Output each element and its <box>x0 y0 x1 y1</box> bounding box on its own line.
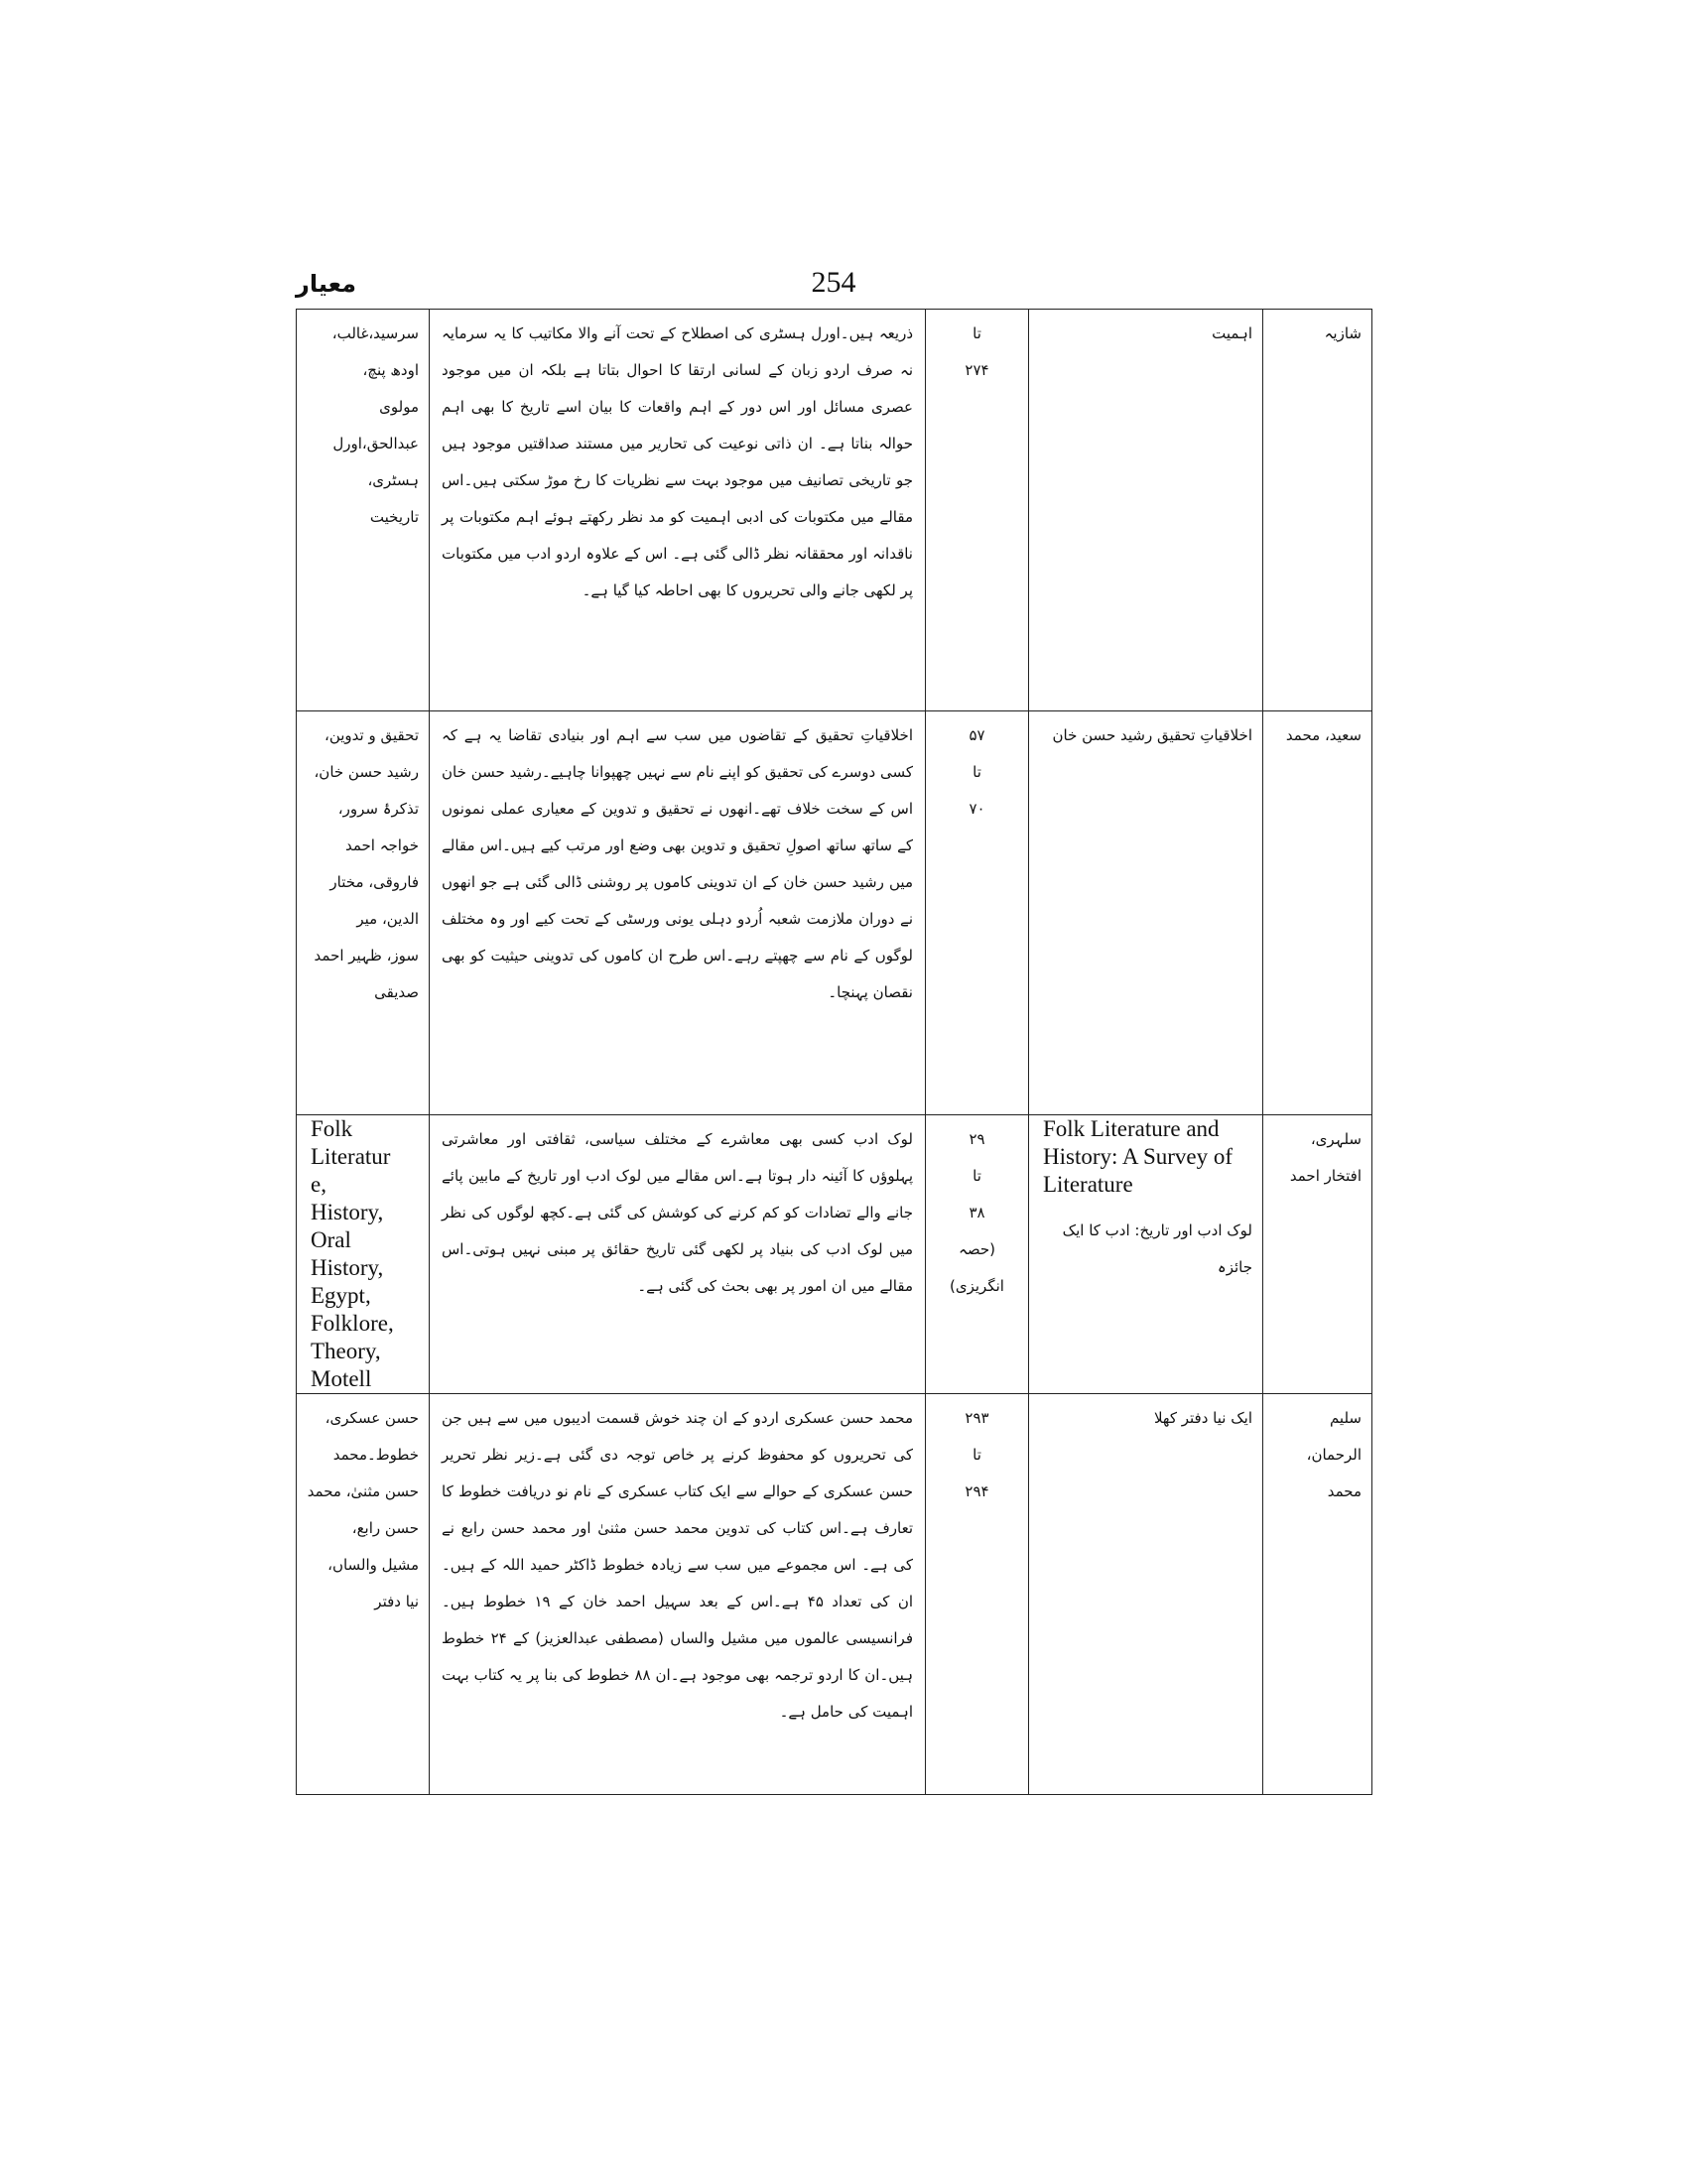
keywords-cell <box>297 310 430 711</box>
keyword: مولوی <box>379 398 419 416</box>
author-cell <box>1263 711 1372 1115</box>
author-name: سلہری، افتخار احمد <box>1289 1130 1362 1185</box>
keyword: History, <box>311 1255 384 1280</box>
author-cell <box>1263 1115 1372 1394</box>
abstract-text: اخلاقیاتِ تحقیق کے تقاضوں میں سب سے اہم اور بنیادی تقاضا یہ ہے کہ کسی دوسرے کی تحقیق کو اپنے نام سے نہیں چھپوانا چاہیے۔رشید حسن خان اس کے سخت خلاف تھے۔انھوں نے تحقیق و تدوین کے معیاری عملی نمونوں کے ساتھ ساتھ اصولِ تحقیق و تدوین بھی وضع اور مرتب کیے ہیں۔اس مقالے میں رشید حسن خان کے ان تدوینی کاموں پر روشنی ڈالی گئی ہے جو انھوں نے دوران ملازمت شعبہ اُردو دہلی یونی ورسٹی کے تحت کیے اور وہ مختلف لوگوں کے نام سے چھپتے رہے۔اس طرح ان کاموں کی تدوینی حیثیت کو بھی نقصان پہنچا۔ <box>442 726 913 1001</box>
pages-cell <box>926 310 1029 711</box>
page-range-part: انگریزی) <box>950 1277 1004 1295</box>
table-row <box>297 310 1372 711</box>
keyword: اودھ پنچ، <box>362 361 419 379</box>
journal-name: معیار <box>296 270 357 298</box>
page-header <box>296 266 1371 311</box>
article-title: اخلاقیاتِ تحقیق رشید حسن خان <box>1052 726 1252 744</box>
keyword: حسن رابع، <box>351 1519 419 1537</box>
pages-cell <box>926 711 1029 1115</box>
pages-cell <box>926 1115 1029 1394</box>
title-cell <box>1029 310 1263 711</box>
table-row <box>297 1394 1372 1795</box>
keyword: رشید حسن خان، <box>314 763 419 781</box>
table-row <box>297 711 1372 1115</box>
keyword: Oral <box>311 1227 351 1252</box>
keyword: Folklore, <box>311 1311 394 1336</box>
author-name: سلیم الرحمان، محمد <box>1306 1409 1362 1500</box>
keyword: صدیقی <box>374 983 419 1001</box>
keywords-cell <box>297 1115 430 1394</box>
keyword: ہسٹری، <box>367 471 419 489</box>
title-cell <box>1029 711 1263 1115</box>
page-range-part: ۲۹۳ <box>965 1409 989 1427</box>
page-range-part: تا <box>973 324 981 342</box>
article-title: اہمیت <box>1212 324 1252 342</box>
keywords-cell <box>297 711 430 1115</box>
author-name: شازیہ <box>1324 324 1362 342</box>
keyword: عبدالحق،اورل <box>332 435 419 452</box>
index-table <box>296 309 1372 1795</box>
keyword: سرسید،غالب، <box>331 324 419 342</box>
page-range-part: ۷۰ <box>969 800 985 818</box>
page-range-part: ۳۸ <box>969 1204 985 1221</box>
title-cell <box>1029 1394 1263 1795</box>
abstract-text: لوک ادب کسی بھی معاشرے کے مختلف سیاسی، ثقافتی اور معاشرتی پہلوؤں کا آئینہ دار ہوتا ہے۔اس مقالے میں لوک ادب اور تاریخ کے مابین پائے جانے والے تضادات کو کم کرنے کی کوشش کی گئی ہے۔کچھ لوگوں کی نظر میں لوک ادب کی بنیاد پر لکھی گئی تاریخ حقائق پر مبنی نہیں ہوتی۔اس مقالے میں ان امور پر بھی بحث کی گئی ہے۔ <box>442 1130 913 1295</box>
abstract-cell <box>430 1115 926 1394</box>
page-range-part: تا <box>973 1446 981 1464</box>
keyword: History, <box>311 1200 384 1224</box>
page-range-part: ۲۷۴ <box>965 361 989 379</box>
keyword: تذکرۂ سرور، <box>337 800 419 818</box>
page-range-part: ۲۹۴ <box>965 1482 989 1500</box>
keyword: تاریخیت <box>369 508 419 526</box>
abstract-cell <box>430 711 926 1115</box>
page-number: 254 <box>811 266 856 299</box>
keyword: Egypt, <box>311 1283 371 1308</box>
article-title-english: Folk Literature and History: A Survey of Literature <box>1043 1116 1234 1197</box>
table-row <box>297 1115 1372 1394</box>
article-title: ایک نیا دفتر کھلا <box>1153 1409 1252 1427</box>
title-cell <box>1029 1115 1263 1394</box>
keyword: حسن مثنیٰ، محمد <box>307 1482 419 1500</box>
keyword: e, <box>311 1172 326 1197</box>
pages-cell <box>926 1394 1029 1795</box>
keyword: سوز، ظہیر احمد <box>314 947 419 964</box>
author-cell <box>1263 310 1372 711</box>
keyword: Theory, <box>311 1339 381 1363</box>
keyword: Motell <box>311 1366 372 1391</box>
page-range-part: (حصہ <box>959 1240 995 1258</box>
author-cell <box>1263 1394 1372 1795</box>
keyword: حسن عسکری، <box>325 1409 419 1427</box>
keywords-cell <box>297 1394 430 1795</box>
keyword: Literatur <box>311 1144 391 1169</box>
keyword: الدین، میر <box>356 910 419 928</box>
page-range-part: ۵۷ <box>969 726 985 744</box>
keyword: مشیل والساں، <box>327 1556 419 1574</box>
keyword: Folk <box>311 1116 353 1141</box>
keyword: فاروقی، مختار <box>329 873 419 891</box>
keyword: نیا دفتر <box>374 1593 419 1610</box>
abstract-cell <box>430 1394 926 1795</box>
keyword: تحقیق و تدوین، <box>325 726 419 744</box>
abstract-text: محمد حسن عسکری اردو کے ان چند خوش قسمت ادیبوں میں سے ہیں جن کی تحریروں کو محفوظ کرنے پر خاص توجہ دی گئی ہے۔زیر نظر تحریر حسن عسکری کے حوالے سے ایک کتاب عسکری کے نام نو دریافت خطوط کا تعارف ہے۔اس کتاب کی تدوین محمد حسن مثنیٰ اور محمد حسن رابع نے کی ہے۔ اس مجموعے میں سب سے زیادہ خطوط ڈاکٹر حمید اللہ کے ہیں۔ان کی تعداد ۴۵ ہے۔اس کے بعد سہیل احمد خان کے ۱۹ خطوط ہیں۔فرانسیسی عالموں میں مشیل والساں (مصطفی عبدالعزیز) کے ۲۴ خطوط ہیں۔ان کا اردو ترجمہ بھی موجود ہے۔ان ۸۸ خطوط کی بنا پر یہ کتاب بہت اہمیت کی حامل ہے۔ <box>442 1409 914 1721</box>
page-range-part: ۲۹ <box>969 1130 985 1148</box>
page-range-part: تا <box>973 763 981 781</box>
author-name: سعید، محمد <box>1285 726 1362 744</box>
abstract-text: ذریعہ ہیں۔اورل ہسٹری کی اصطلاح کے تحت آنے والا مکاتیب کا یہ سرمایہ نہ صرف اردو زبان کے لسانی ارتقا کا احوال بتاتا ہے بلکہ ان میں موجود عصری مسائل اور اس دور کے اہم واقعات کا بیان اسے تاریخ کا بھی اہم حوالہ بناتا ہے۔ ان ذاتی نوعیت کی تحاریر میں مستند صداقتیں موجود ہیں جو تاریخی تصانیف میں موجود بہت سے نظریات کا رخ موڑ سکتی ہیں۔اس مقالے میں مکتوبات کی ادبی اہمیت کو مد نظر رکھتے ہوئے اہم مکتوبات پر ناقدانہ اور محققانہ نظر ڈالی گئی ہے۔ اس کے علاوہ اردو ادب میں مکتوبات پر لکھی جانے والی تحریروں کا بھی احاطہ کیا گیا ہے۔ <box>442 324 913 599</box>
keyword: خواجہ احمد <box>344 836 419 854</box>
page-range-part: تا <box>973 1167 981 1185</box>
abstract-cell <box>430 310 926 711</box>
keyword: خطوط۔محمد <box>332 1446 419 1464</box>
article-title: لوک ادب اور تاریخ: ادب کا ایک جائزہ <box>1062 1221 1252 1276</box>
